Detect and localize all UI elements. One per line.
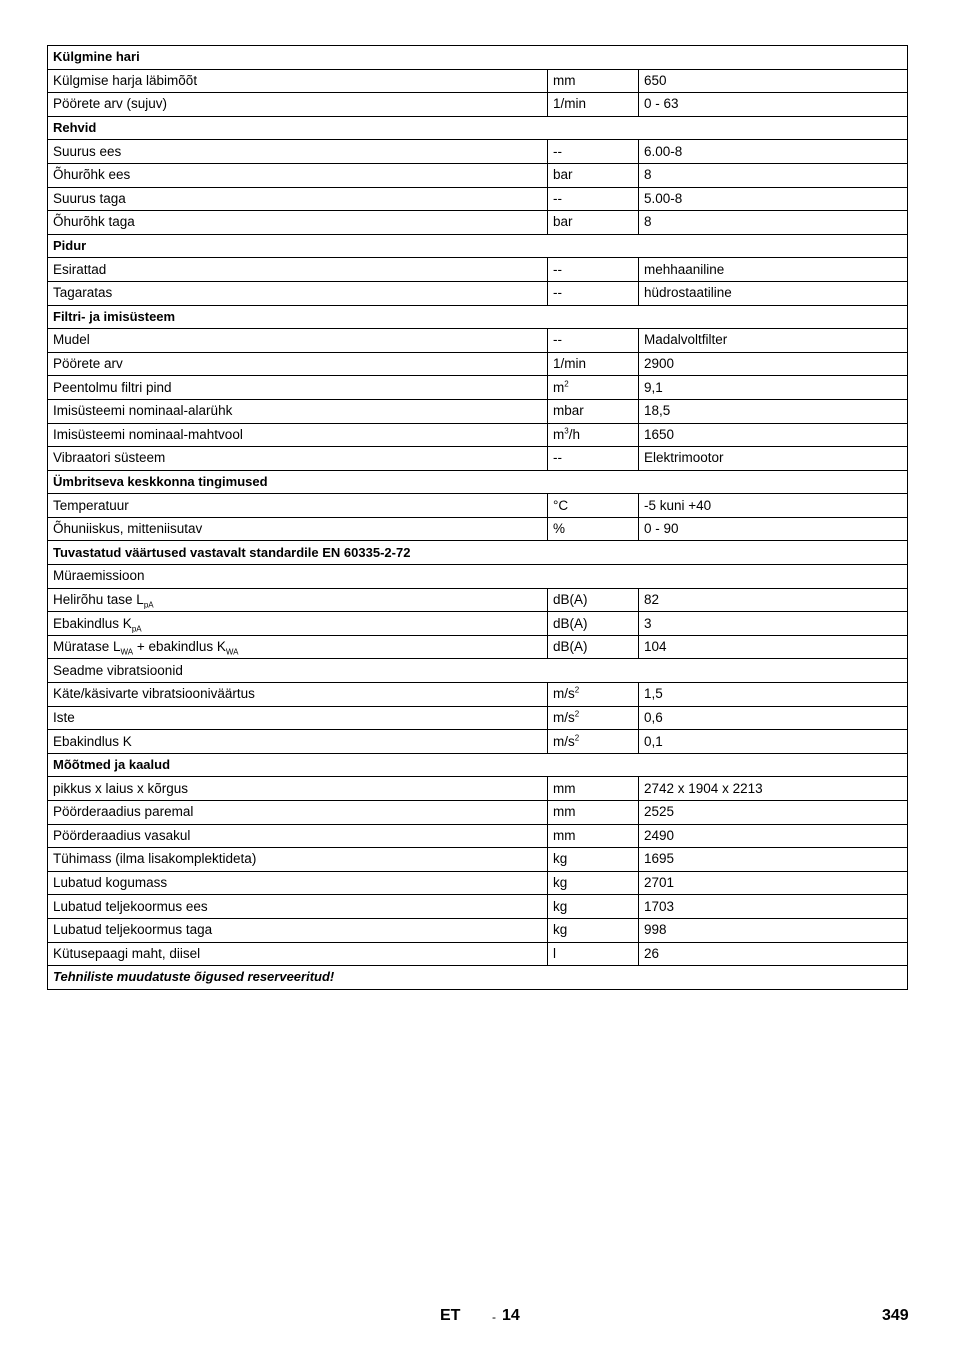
row-label bbox=[48, 447, 548, 471]
label-text: Ebakindlus K bbox=[53, 733, 132, 749]
row-unit bbox=[548, 447, 639, 471]
label-text: Pöörderaadius paremal bbox=[53, 804, 194, 820]
label-text: Peentolmu filtri pind bbox=[53, 379, 172, 395]
unit-text: m/s bbox=[553, 733, 575, 749]
row-label bbox=[48, 494, 548, 518]
table-row bbox=[48, 517, 908, 541]
table-row bbox=[48, 93, 908, 117]
label-text: Lubatud teljekoormus ees bbox=[53, 898, 208, 914]
row-unit bbox=[548, 376, 639, 400]
label-text: Õhuniiskus, mitteniisutav bbox=[53, 521, 203, 537]
unit-text: mm bbox=[553, 827, 576, 843]
footer-page-number: 349 bbox=[882, 1307, 909, 1324]
table-row bbox=[48, 824, 908, 848]
unit-text: m/s bbox=[553, 709, 575, 725]
row-label bbox=[48, 918, 548, 942]
row-unit bbox=[548, 824, 639, 848]
table-row bbox=[48, 69, 908, 93]
label-text: Lubatud teljekoormus taga bbox=[53, 922, 213, 938]
label-text-cont: + ebakindlus K bbox=[133, 639, 226, 655]
unit-superscript: 2 bbox=[574, 733, 580, 743]
row-unit bbox=[548, 801, 639, 825]
row-label bbox=[48, 871, 548, 895]
unit-text: dB(A) bbox=[553, 639, 588, 655]
row-unit bbox=[548, 93, 639, 117]
row-label bbox=[48, 730, 548, 754]
unit-text: -- bbox=[553, 332, 562, 348]
table-row bbox=[48, 942, 908, 966]
section-header-row bbox=[48, 541, 908, 565]
label-text: Esirattad bbox=[53, 261, 107, 277]
row-value: 650 bbox=[639, 69, 908, 93]
unit-text: m/s bbox=[553, 686, 575, 702]
row-value: 2701 bbox=[639, 871, 908, 895]
row-unit bbox=[548, 399, 639, 423]
label-text: Temperatuur bbox=[53, 497, 129, 513]
unit-text: °C bbox=[553, 497, 569, 513]
row-label bbox=[48, 777, 548, 801]
label-text: Lubatud kogumass bbox=[53, 875, 168, 891]
row-value: 0,6 bbox=[639, 706, 908, 730]
row-label bbox=[48, 824, 548, 848]
section-title: Mõõtmed ja kaalud bbox=[48, 753, 908, 777]
row-unit bbox=[548, 895, 639, 919]
row-value: 2525 bbox=[639, 801, 908, 825]
table-row bbox=[48, 706, 908, 730]
row-value: 3 bbox=[639, 612, 908, 636]
label-text: Tühimass (ilma lisakomplektideta) bbox=[53, 851, 257, 867]
label-text: Pöörete arv (sujuv) bbox=[53, 96, 168, 112]
table-row bbox=[48, 352, 908, 376]
row-value: 82 bbox=[639, 588, 908, 612]
table-row bbox=[48, 140, 908, 164]
unit-text: kg bbox=[553, 851, 568, 867]
row-unit bbox=[548, 706, 639, 730]
label-subscript: pA bbox=[131, 624, 142, 634]
table-row bbox=[48, 918, 908, 942]
subheader-label: Müraemissioon bbox=[53, 568, 145, 584]
unit-text: bar bbox=[553, 214, 573, 230]
section-title: Pidur bbox=[48, 234, 908, 258]
row-label bbox=[48, 399, 548, 423]
table-row bbox=[48, 565, 908, 589]
row-value: hüdrostaatiline bbox=[639, 281, 908, 305]
table-row bbox=[48, 211, 908, 235]
label-subscript: WA bbox=[120, 647, 134, 657]
unit-text: -- bbox=[553, 285, 562, 301]
unit-text: dB(A) bbox=[553, 615, 588, 631]
row-label bbox=[48, 187, 548, 211]
row-label bbox=[48, 329, 548, 353]
table-row bbox=[48, 777, 908, 801]
label-text: Ebakindlus K bbox=[53, 615, 132, 631]
unit-text: mbar bbox=[553, 403, 584, 419]
table-row bbox=[48, 399, 908, 423]
row-unit bbox=[548, 187, 639, 211]
row-unit bbox=[548, 871, 639, 895]
table-row bbox=[48, 329, 908, 353]
row-value: 6.00-8 bbox=[639, 140, 908, 164]
unit-text-cont: /h bbox=[568, 426, 580, 442]
row-label bbox=[48, 281, 548, 305]
table-row bbox=[48, 588, 908, 612]
row-value: 2900 bbox=[639, 352, 908, 376]
label-text: Pöörete arv bbox=[53, 356, 123, 372]
row-label bbox=[48, 258, 548, 282]
row-label bbox=[48, 211, 548, 235]
row-unit bbox=[548, 140, 639, 164]
row-value: 1695 bbox=[639, 848, 908, 872]
table-row bbox=[48, 163, 908, 187]
row-value: Madalvoltfilter bbox=[639, 329, 908, 353]
row-value: -5 kuni +40 bbox=[639, 494, 908, 518]
unit-text: -- bbox=[553, 261, 562, 277]
label-text: Kütusepaagi maht, diisel bbox=[53, 945, 201, 961]
spec-table-body bbox=[48, 46, 908, 990]
unit-text: 1/min bbox=[553, 96, 587, 112]
row-value: 8 bbox=[639, 163, 908, 187]
footnote: Tehniliste muudatuste õigused reserveeritud! bbox=[48, 966, 908, 990]
row-unit bbox=[548, 918, 639, 942]
section-title: Külgmine hari bbox=[48, 46, 908, 70]
unit-text: kg bbox=[553, 898, 568, 914]
table-row bbox=[48, 612, 908, 636]
row-label bbox=[48, 683, 548, 707]
table-row bbox=[48, 423, 908, 447]
section-title: Filtri- ja imisüsteem bbox=[48, 305, 908, 329]
label-subscript: WA bbox=[225, 647, 239, 657]
row-value: 9,1 bbox=[639, 376, 908, 400]
footnote-row bbox=[48, 966, 908, 990]
row-unit bbox=[548, 777, 639, 801]
table-row bbox=[48, 447, 908, 471]
section-title: Tuvastatud väärtused vastavalt standardile EN 60335-2-72 bbox=[48, 541, 908, 565]
row-label bbox=[48, 93, 548, 117]
row-label bbox=[48, 517, 548, 541]
row-label bbox=[48, 423, 548, 447]
row-label bbox=[48, 942, 548, 966]
table-row bbox=[48, 635, 908, 659]
unit-text: dB(A) bbox=[553, 591, 588, 607]
unit-text: -- bbox=[553, 143, 562, 159]
section-header-row bbox=[48, 753, 908, 777]
table-row bbox=[48, 187, 908, 211]
table-row bbox=[48, 376, 908, 400]
footer-section-page: 14 bbox=[502, 1307, 520, 1324]
label-text: Tagaratas bbox=[53, 285, 113, 301]
row-value: 2742 x 1904 x 2213 bbox=[639, 777, 908, 801]
subheader-cell bbox=[48, 565, 908, 589]
unit-superscript: 3 bbox=[564, 426, 569, 436]
section-header-row bbox=[48, 116, 908, 140]
row-value: 0,1 bbox=[639, 730, 908, 754]
row-unit bbox=[548, 258, 639, 282]
row-value: 0 - 63 bbox=[639, 93, 908, 117]
unit-text: l bbox=[553, 945, 556, 961]
section-title: Ümbritseva keskkonna tingimused bbox=[48, 470, 908, 494]
subheader-label: Seadme vibratsioonid bbox=[53, 662, 183, 678]
label-text: Iste bbox=[53, 709, 75, 725]
table-row bbox=[48, 281, 908, 305]
row-unit bbox=[548, 211, 639, 235]
row-value: 0 - 90 bbox=[639, 517, 908, 541]
label-subscript: pA bbox=[143, 600, 154, 610]
unit-text: mm bbox=[553, 72, 576, 88]
label-text: Vibraatori süsteem bbox=[53, 450, 166, 466]
unit-text: kg bbox=[553, 875, 568, 891]
row-label bbox=[48, 140, 548, 164]
row-value: 998 bbox=[639, 918, 908, 942]
spec-table bbox=[47, 45, 908, 990]
unit-text: 1/min bbox=[553, 356, 587, 372]
table-row bbox=[48, 659, 908, 683]
unit-text: m bbox=[553, 379, 565, 395]
row-unit bbox=[548, 683, 639, 707]
row-value: 1703 bbox=[639, 895, 908, 919]
row-value: 26 bbox=[639, 942, 908, 966]
row-value: 2490 bbox=[639, 824, 908, 848]
section-title: Rehvid bbox=[48, 116, 908, 140]
table-row bbox=[48, 895, 908, 919]
row-label bbox=[48, 376, 548, 400]
row-value: 1650 bbox=[639, 423, 908, 447]
label-text: Imisüsteemi nominaal-mahtvool bbox=[53, 426, 243, 442]
label-text: Õhurõhk taga bbox=[53, 214, 135, 230]
row-unit bbox=[548, 588, 639, 612]
table-row bbox=[48, 871, 908, 895]
unit-superscript: 2 bbox=[574, 709, 580, 719]
footer-language: ET bbox=[440, 1307, 461, 1324]
table-row bbox=[48, 801, 908, 825]
section-header-row bbox=[48, 234, 908, 258]
row-label bbox=[48, 635, 548, 659]
table-row bbox=[48, 683, 908, 707]
row-unit bbox=[548, 163, 639, 187]
label-text: Helirõhu tase L bbox=[53, 591, 144, 607]
label-text: Pöörderaadius vasakul bbox=[53, 827, 191, 843]
row-value: 8 bbox=[639, 211, 908, 235]
section-header-row bbox=[48, 46, 908, 70]
row-unit bbox=[548, 730, 639, 754]
table-row bbox=[48, 848, 908, 872]
row-label bbox=[48, 588, 548, 612]
row-unit bbox=[548, 329, 639, 353]
unit-text: mm bbox=[553, 804, 576, 820]
row-unit bbox=[548, 423, 639, 447]
label-text: Müratase L bbox=[53, 639, 121, 655]
row-unit bbox=[548, 494, 639, 518]
row-unit bbox=[548, 635, 639, 659]
row-label bbox=[48, 801, 548, 825]
footer-dash: - bbox=[492, 1310, 496, 1324]
unit-superscript: 2 bbox=[564, 379, 569, 389]
label-text: Õhurõhk ees bbox=[53, 167, 131, 183]
unit-superscript: 2 bbox=[574, 685, 580, 695]
row-label bbox=[48, 69, 548, 93]
row-label bbox=[48, 612, 548, 636]
unit-text: kg bbox=[553, 922, 568, 938]
label-text: Külgmise harja läbimõõt bbox=[53, 72, 198, 88]
table-row bbox=[48, 258, 908, 282]
label-text: Mudel bbox=[53, 332, 90, 348]
row-unit bbox=[548, 352, 639, 376]
row-value: 18,5 bbox=[639, 399, 908, 423]
row-unit bbox=[548, 848, 639, 872]
row-value: 5.00-8 bbox=[639, 187, 908, 211]
row-label bbox=[48, 848, 548, 872]
row-value: Elektrimootor bbox=[639, 447, 908, 471]
row-unit bbox=[548, 612, 639, 636]
row-label bbox=[48, 895, 548, 919]
row-value: 1,5 bbox=[639, 683, 908, 707]
table-row bbox=[48, 494, 908, 518]
row-unit bbox=[548, 281, 639, 305]
row-unit bbox=[548, 69, 639, 93]
label-text: Käte/käsivarte vibratsiooniväärtus bbox=[53, 686, 255, 702]
section-header-row bbox=[48, 305, 908, 329]
unit-text: bar bbox=[553, 167, 573, 183]
row-label bbox=[48, 706, 548, 730]
row-value: mehhaaniline bbox=[639, 258, 908, 282]
row-label bbox=[48, 352, 548, 376]
label-text: Imisüsteemi nominaal-alarühk bbox=[53, 403, 233, 419]
unit-text: % bbox=[553, 521, 566, 537]
unit-text: -- bbox=[553, 450, 562, 466]
row-value: 104 bbox=[639, 635, 908, 659]
section-header-row bbox=[48, 470, 908, 494]
row-label bbox=[48, 163, 548, 187]
unit-text: m bbox=[553, 426, 565, 442]
label-text: Suurus taga bbox=[53, 190, 126, 206]
unit-text: -- bbox=[553, 190, 562, 206]
row-unit bbox=[548, 517, 639, 541]
label-text: pikkus x laius x kõrgus bbox=[53, 780, 189, 796]
unit-text: mm bbox=[553, 780, 576, 796]
row-unit bbox=[548, 942, 639, 966]
label-text: Suurus ees bbox=[53, 143, 122, 159]
table-row bbox=[48, 730, 908, 754]
subheader-cell bbox=[48, 659, 908, 683]
